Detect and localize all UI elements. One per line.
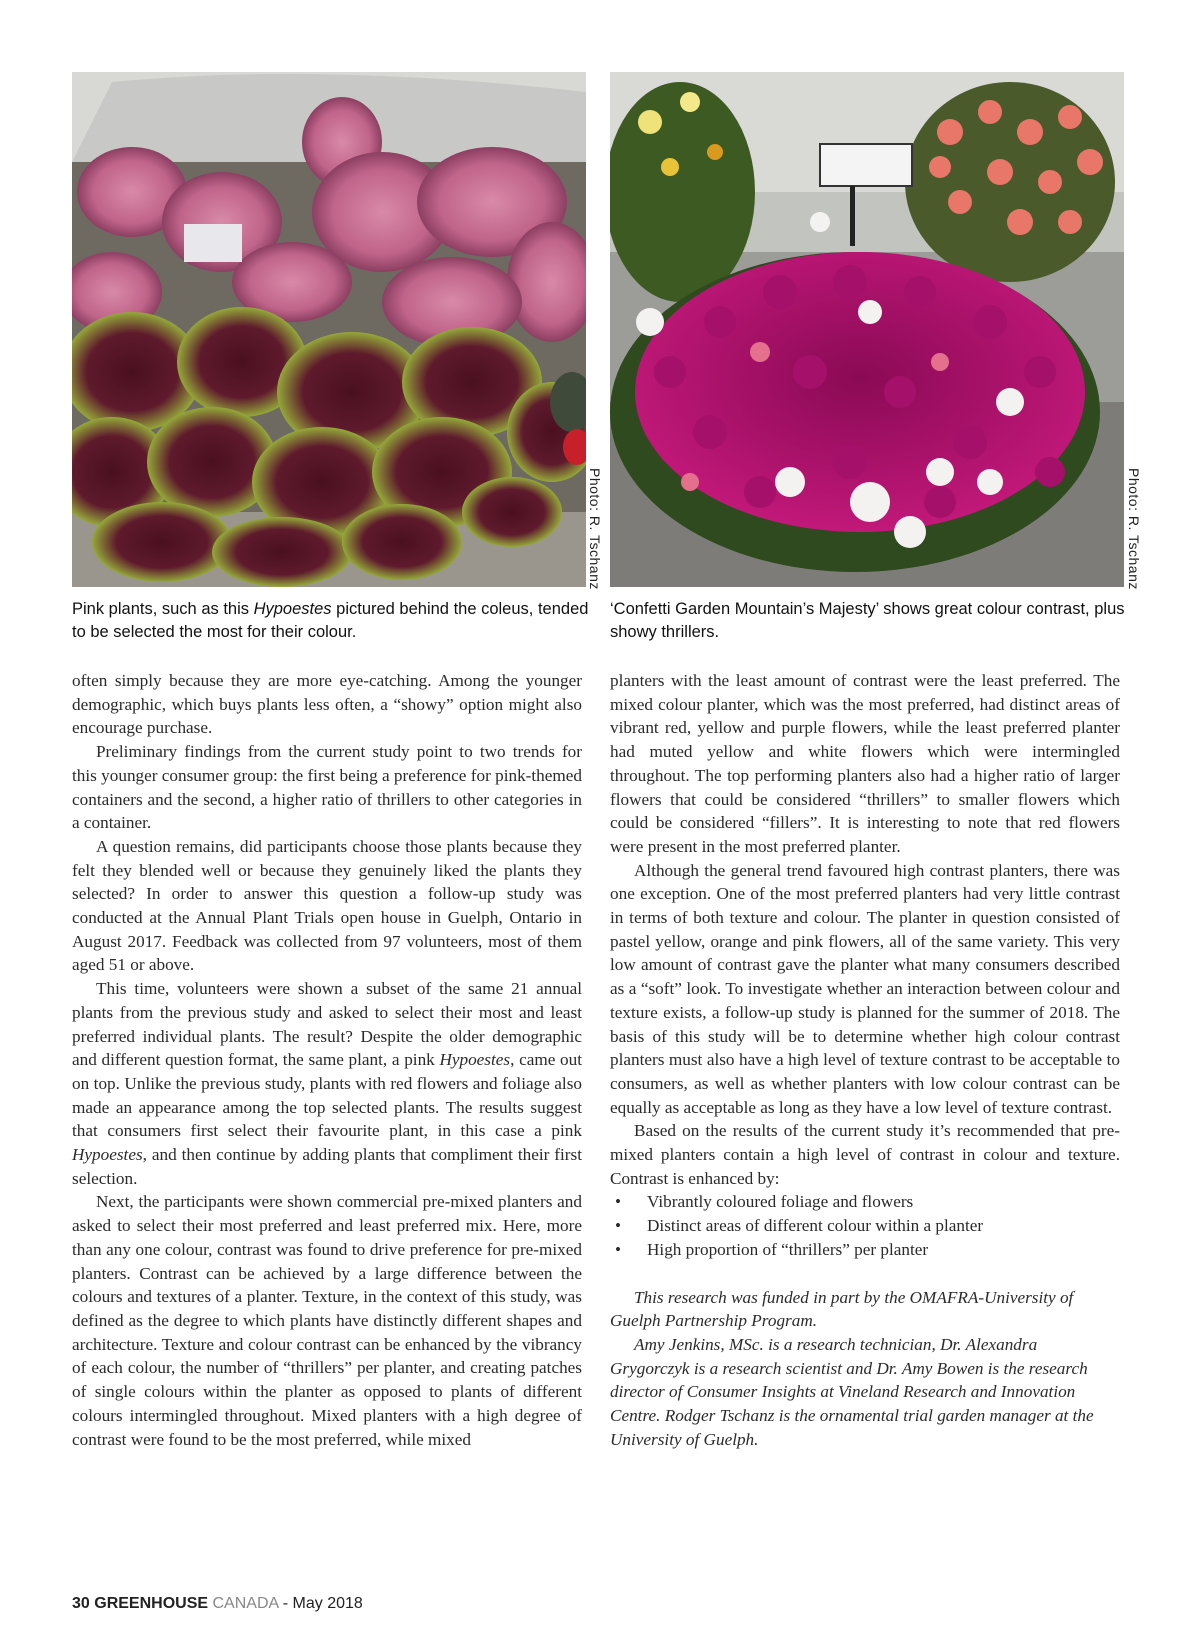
page-footer: [72, 1595, 363, 1613]
right-text-column: [610, 669, 1120, 1452]
list-item: • High proportion of “thrillers” per planter: [610, 1238, 1120, 1262]
issue-date: May 2018: [292, 1595, 363, 1612]
left-text-column: [72, 669, 582, 1451]
left-photo-credit: Photo: R. Tschanz: [587, 468, 603, 590]
footer-separator: -: [282, 1595, 289, 1612]
contrast-bullet-list: [610, 1190, 1120, 1261]
coleus-and-hypoestes-photo: [72, 72, 586, 587]
body-paragraph: planters with the least amount of contrast were the least preferred. The mixed colour planter, which was the most preferred, had distinct areas of vibrant red, yellow and purple flowers, while the least preferred planter had muted yellow and white flowers which were intermingled throughout. The top performing planters also had a higher ratio of larger flowers that could be considered “thrillers” to smaller flowers which could be considered “fillers”. It is interesting to note that red flowers were present in the most preferred planter.: [610, 671, 1120, 856]
right-photo-caption: ‘Confetti Garden Mountain’s Majesty’ shows great colour contrast, plus showy thrillers.: [610, 600, 1125, 641]
body-paragraph: often simply because they are more eye-catching. Among the younger demographic, which buys plants less often, a “showy” option might also encourage purchase.: [72, 671, 582, 738]
body-paragraph: This time, volunteers were shown a subset of the same 21 annual plants from the previous study and asked to select their most and least preferred individual plants. The result? Despite the older demographic and different question format, the same plant, a pink Hypoestes, came out on top. Unlike the previous study, plants with red flowers and foliage also made an appearance among the top selected plants. The results suggest that consumers first select their favourite plant, in this case a pink Hypoestes, and then continue by adding plants that compliment their first selection.: [72, 979, 583, 1188]
right-photo-credit: Photo: R. Tschanz: [1126, 468, 1142, 590]
body-paragraph: Based on the results of the current study it’s recommended that pre-mixed planters contain a high level of contrast in colour and texture. Contrast is enhanced by:: [610, 1121, 1120, 1188]
magazine-name: GREENHOUSE: [94, 1595, 209, 1612]
body-paragraph: Next, the participants were shown commercial pre-mixed planters and asked to select their most preferred and least preferred mix. Here, more than any one colour, contrast was found to drive preference for pre-mixed planters. Contrast can be achieved by a large difference between the colours and textures of a planter. Texture, in the context of this study, was defined as the degree to which plants have distinctly different shapes and architecture. Texture and colour contrast can be enhanced by the vibrancy of each colour, the number of “thrillers” per planter, and creating patches of single colours within the planter as opposed to plants of different colours intermingled throughout. Mixed planters with a high degree of contrast were found to be the most preferred, while mixed: [72, 1192, 582, 1449]
funding-note: This research was funded in part by the OMAFRA-University of Guelph Partnership Program.: [610, 1287, 1074, 1331]
page-number: 30: [72, 1595, 90, 1612]
author-bio: Amy Jenkins, MSc. is a research technician, Dr. Alexandra Grygorczyk is a research scientist and Dr. Amy Bowen is the research director of Consumer Insights at Vineland Research and Innovation Centre. Rodger Tschanz is the ornamental trial garden manager at the University of Guelph.: [610, 1334, 1094, 1449]
confetti-garden-planter-photo: [610, 72, 1124, 587]
left-photo-caption: Pink plants, such as this Hypoestes pictured behind the coleus, tended to be selected the most for their colour.: [72, 600, 589, 641]
list-item: • Vibrantly coloured foliage and flowers: [610, 1190, 1120, 1214]
list-item: • Distinct areas of different colour within a planter: [610, 1214, 1120, 1238]
body-paragraph: Although the general trend favoured high contrast planters, there was one exception. One of the most preferred planters had very little contrast in terms of both texture and colour. The planter in question consisted of pastel yellow, orange and pink flowers, all of the same variety. This very low amount of contrast gave the planter what many consumers described as a “soft” look. To investigate whether an interaction between colour and texture exists, a follow-up study is planned for the summer of 2018. The basis of this study will be to determine whether high colour contrast planters must also have a high level of texture contrast to be acceptable to consumers, as well as whether planters with low colour contrast can be equally as acceptable as long as they have a low level of texture contrast.: [610, 860, 1120, 1117]
body-paragraph: Preliminary findings from the current study point to two trends for this younger consumer group: the first being a preference for pink-themed containers and the second, a higher ratio of thrillers to other categories in a container.: [72, 742, 582, 833]
magazine-suffix: CANADA: [212, 1595, 279, 1612]
body-paragraph: A question remains, did participants choose those plants because they felt they blended well or because they genuinely liked the plants they selected? In order to answer this question a follow-up study was conducted at the Annual Plant Trials open house in Guelph, Ontario in August 2017. Feedback was collected from 97 volunteers, most of them aged 51 or above.: [72, 836, 582, 975]
